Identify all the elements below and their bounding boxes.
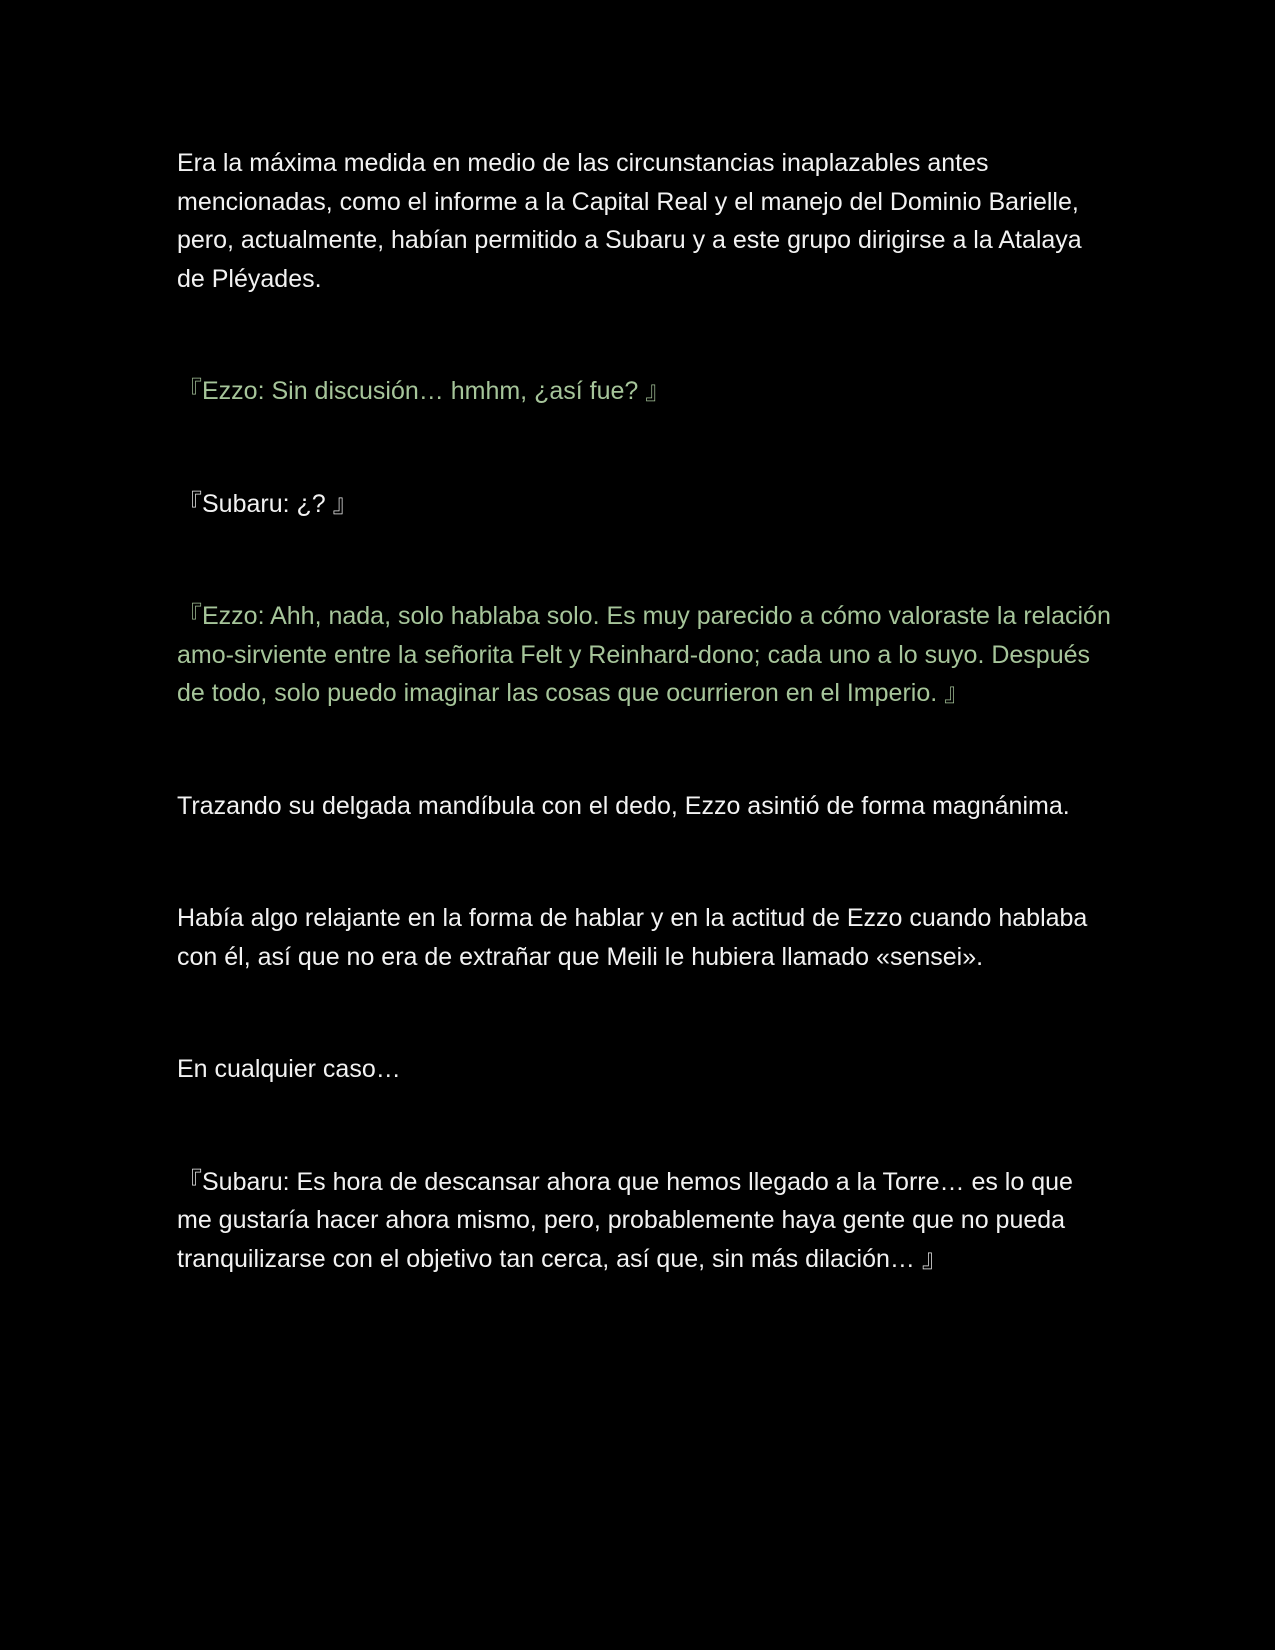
paragraph-gap — [177, 298, 1112, 372]
paragraph-gap — [177, 1089, 1112, 1163]
ezzo-dialogue: 『Ezzo: Ahh, nada, solo hablaba solo. Es muy parecido a cómo valoraste la relación amo-sirviente entre la señorita Felt y Reinhard-dono; cada uno a lo suyo. Después de todo, solo puedo imaginar las cosas que ocurrieron en el Imperio. 』 — [177, 602, 1111, 707]
paragraph-gap — [177, 825, 1112, 899]
document-page — [177, 144, 1112, 1278]
narration-paragraph: Trazando su delgada mandíbula con el dedo, Ezzo asintió de forma magnánima. — [177, 791, 1070, 820]
narration-paragraph: Había algo relajante en la forma de hablar y en la actitud de Ezzo cuando hablaba con él, así que no era de extrañar que Meili le hubiera llamado «sensei». — [177, 904, 1088, 971]
narration-paragraph: Era la máxima medida en medio de las circunstancias inaplazables antes mencionadas, como el informe a la Capital Real y el manejo del Dominio Barielle, pero, actualmente, habían permitido a Subaru y a este grupo dirigirse a la Atalaya de Pléyades. — [177, 149, 1082, 293]
paragraph-gap — [177, 523, 1112, 597]
paragraph-gap — [177, 411, 1112, 485]
narration-paragraph: En cualquier caso… — [177, 1055, 401, 1083]
paragraph-gap — [177, 713, 1112, 787]
paragraph-gap — [177, 976, 1112, 1050]
subaru-dialogue: 『Subaru: ¿? 』 — [177, 489, 358, 518]
subaru-dialogue: 『Subaru: Es hora de descansar ahora que hemos llegado a la Torre… es lo que me gustaría hacer ahora mismo, pero, probablemente haya gente que no pueda tranquilizarse con el objetivo tan cerca, así que, sin más dilación… 』 — [177, 1167, 1073, 1273]
ezzo-dialogue: 『Ezzo: Sin discusión… hmhm, ¿así fue? 』 — [177, 377, 671, 405]
